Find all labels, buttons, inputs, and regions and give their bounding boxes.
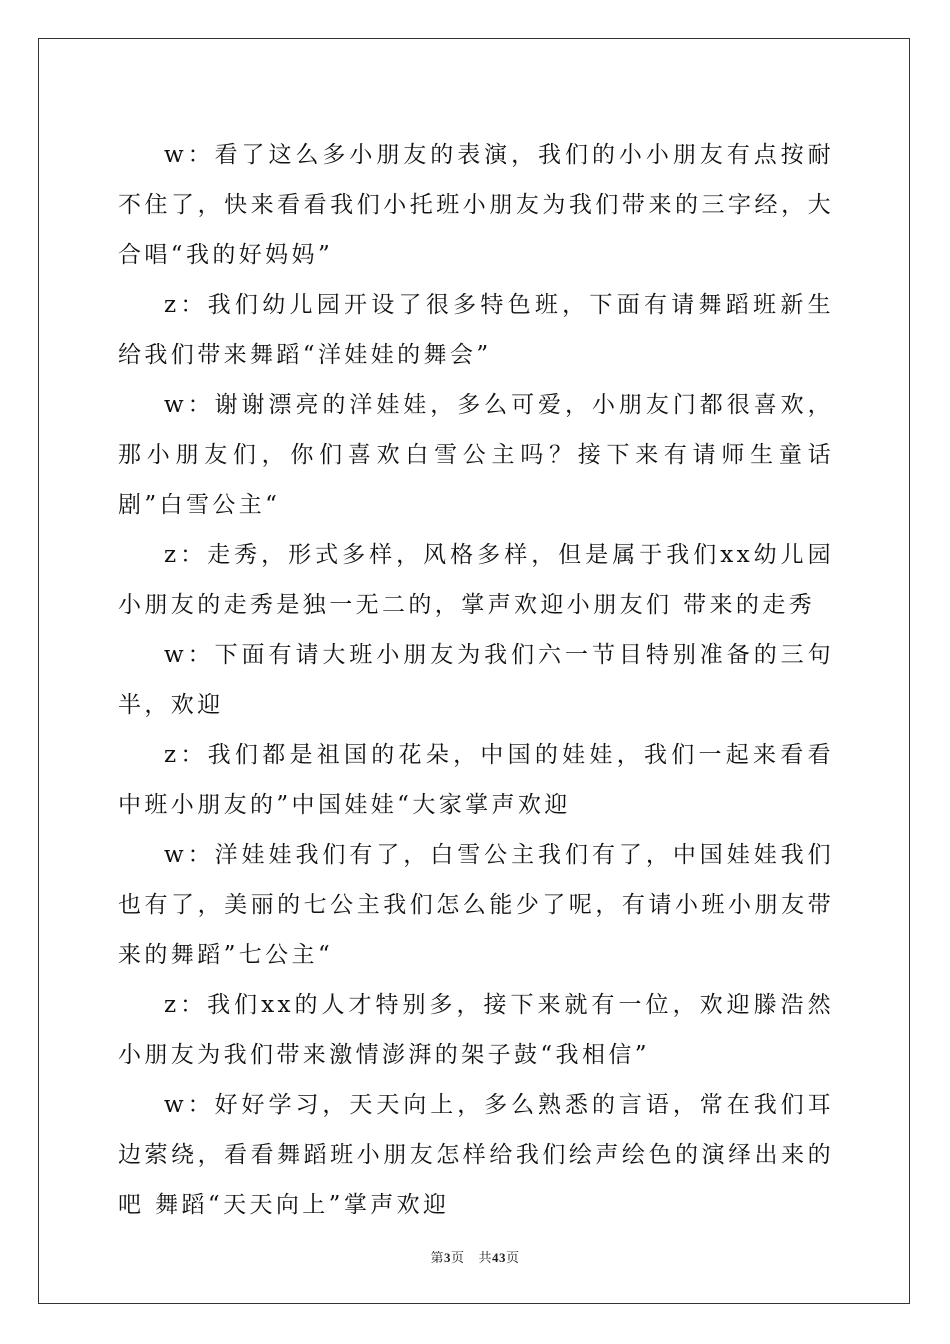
paragraph: w：看了这么多小朋友的表演，我们的小小朋友有点按耐不住了，快来看看我们小托班小朋友为我们带来的三字经，大合唱“我的好妈妈” [118, 142, 834, 268]
page-footer [0, 1247, 950, 1266]
total-prefix: 共 [478, 1251, 493, 1266]
page-number: 3 [443, 1250, 451, 1265]
paragraph: z：我们xx的人才特别多，接下来就有一位，欢迎滕浩然小朋友为我们带来激情澎湃的架子鼓“我相信” [118, 992, 834, 1068]
paragraph: w：好好学习，天天向上，多么熟悉的言语，常在我们耳边萦绕，看看舞蹈班小朋友怎样给我们绘声绘色的演绎出来的吧 舞蹈“天天向上”掌声欢迎 [118, 1092, 834, 1218]
page-prefix: 第 [430, 1251, 444, 1266]
total-suffix: 页 [506, 1251, 520, 1266]
page-suffix: 页 [450, 1251, 465, 1266]
paragraph: z：我们幼儿园开设了很多特色班，下面有请舞蹈班新生给我们带来舞蹈“洋娃娃的舞会” [118, 292, 834, 368]
total-pages: 43 [492, 1250, 507, 1265]
paragraph: w：下面有请大班小朋友为我们六一节目特别准备的三句半，欢迎 [118, 642, 834, 718]
paragraph: w：洋娃娃我们有了，白雪公主我们有了，中国娃娃我们也有了，美丽的七公主我们怎么能少了呢，有请小班小朋友带来的舞蹈”七公主“ [118, 842, 834, 968]
paragraph: w：谢谢漂亮的洋娃娃，多么可爱，小朋友门都很喜欢，那小朋友们，你们喜欢白雪公主吗？接下来有请师生童话剧”白雪公主“ [118, 392, 834, 518]
paragraph: z：走秀，形式多样，风格多样，但是属于我们xx幼儿园小朋友的走秀是独一无二的，掌声欢迎小朋友们 带来的走秀 [118, 542, 834, 618]
document-body [118, 130, 834, 1230]
paragraph: z：我们都是祖国的花朵，中国的娃娃，我们一起来看看中班小朋友的”中国娃娃“大家掌声欢迎 [118, 742, 834, 818]
